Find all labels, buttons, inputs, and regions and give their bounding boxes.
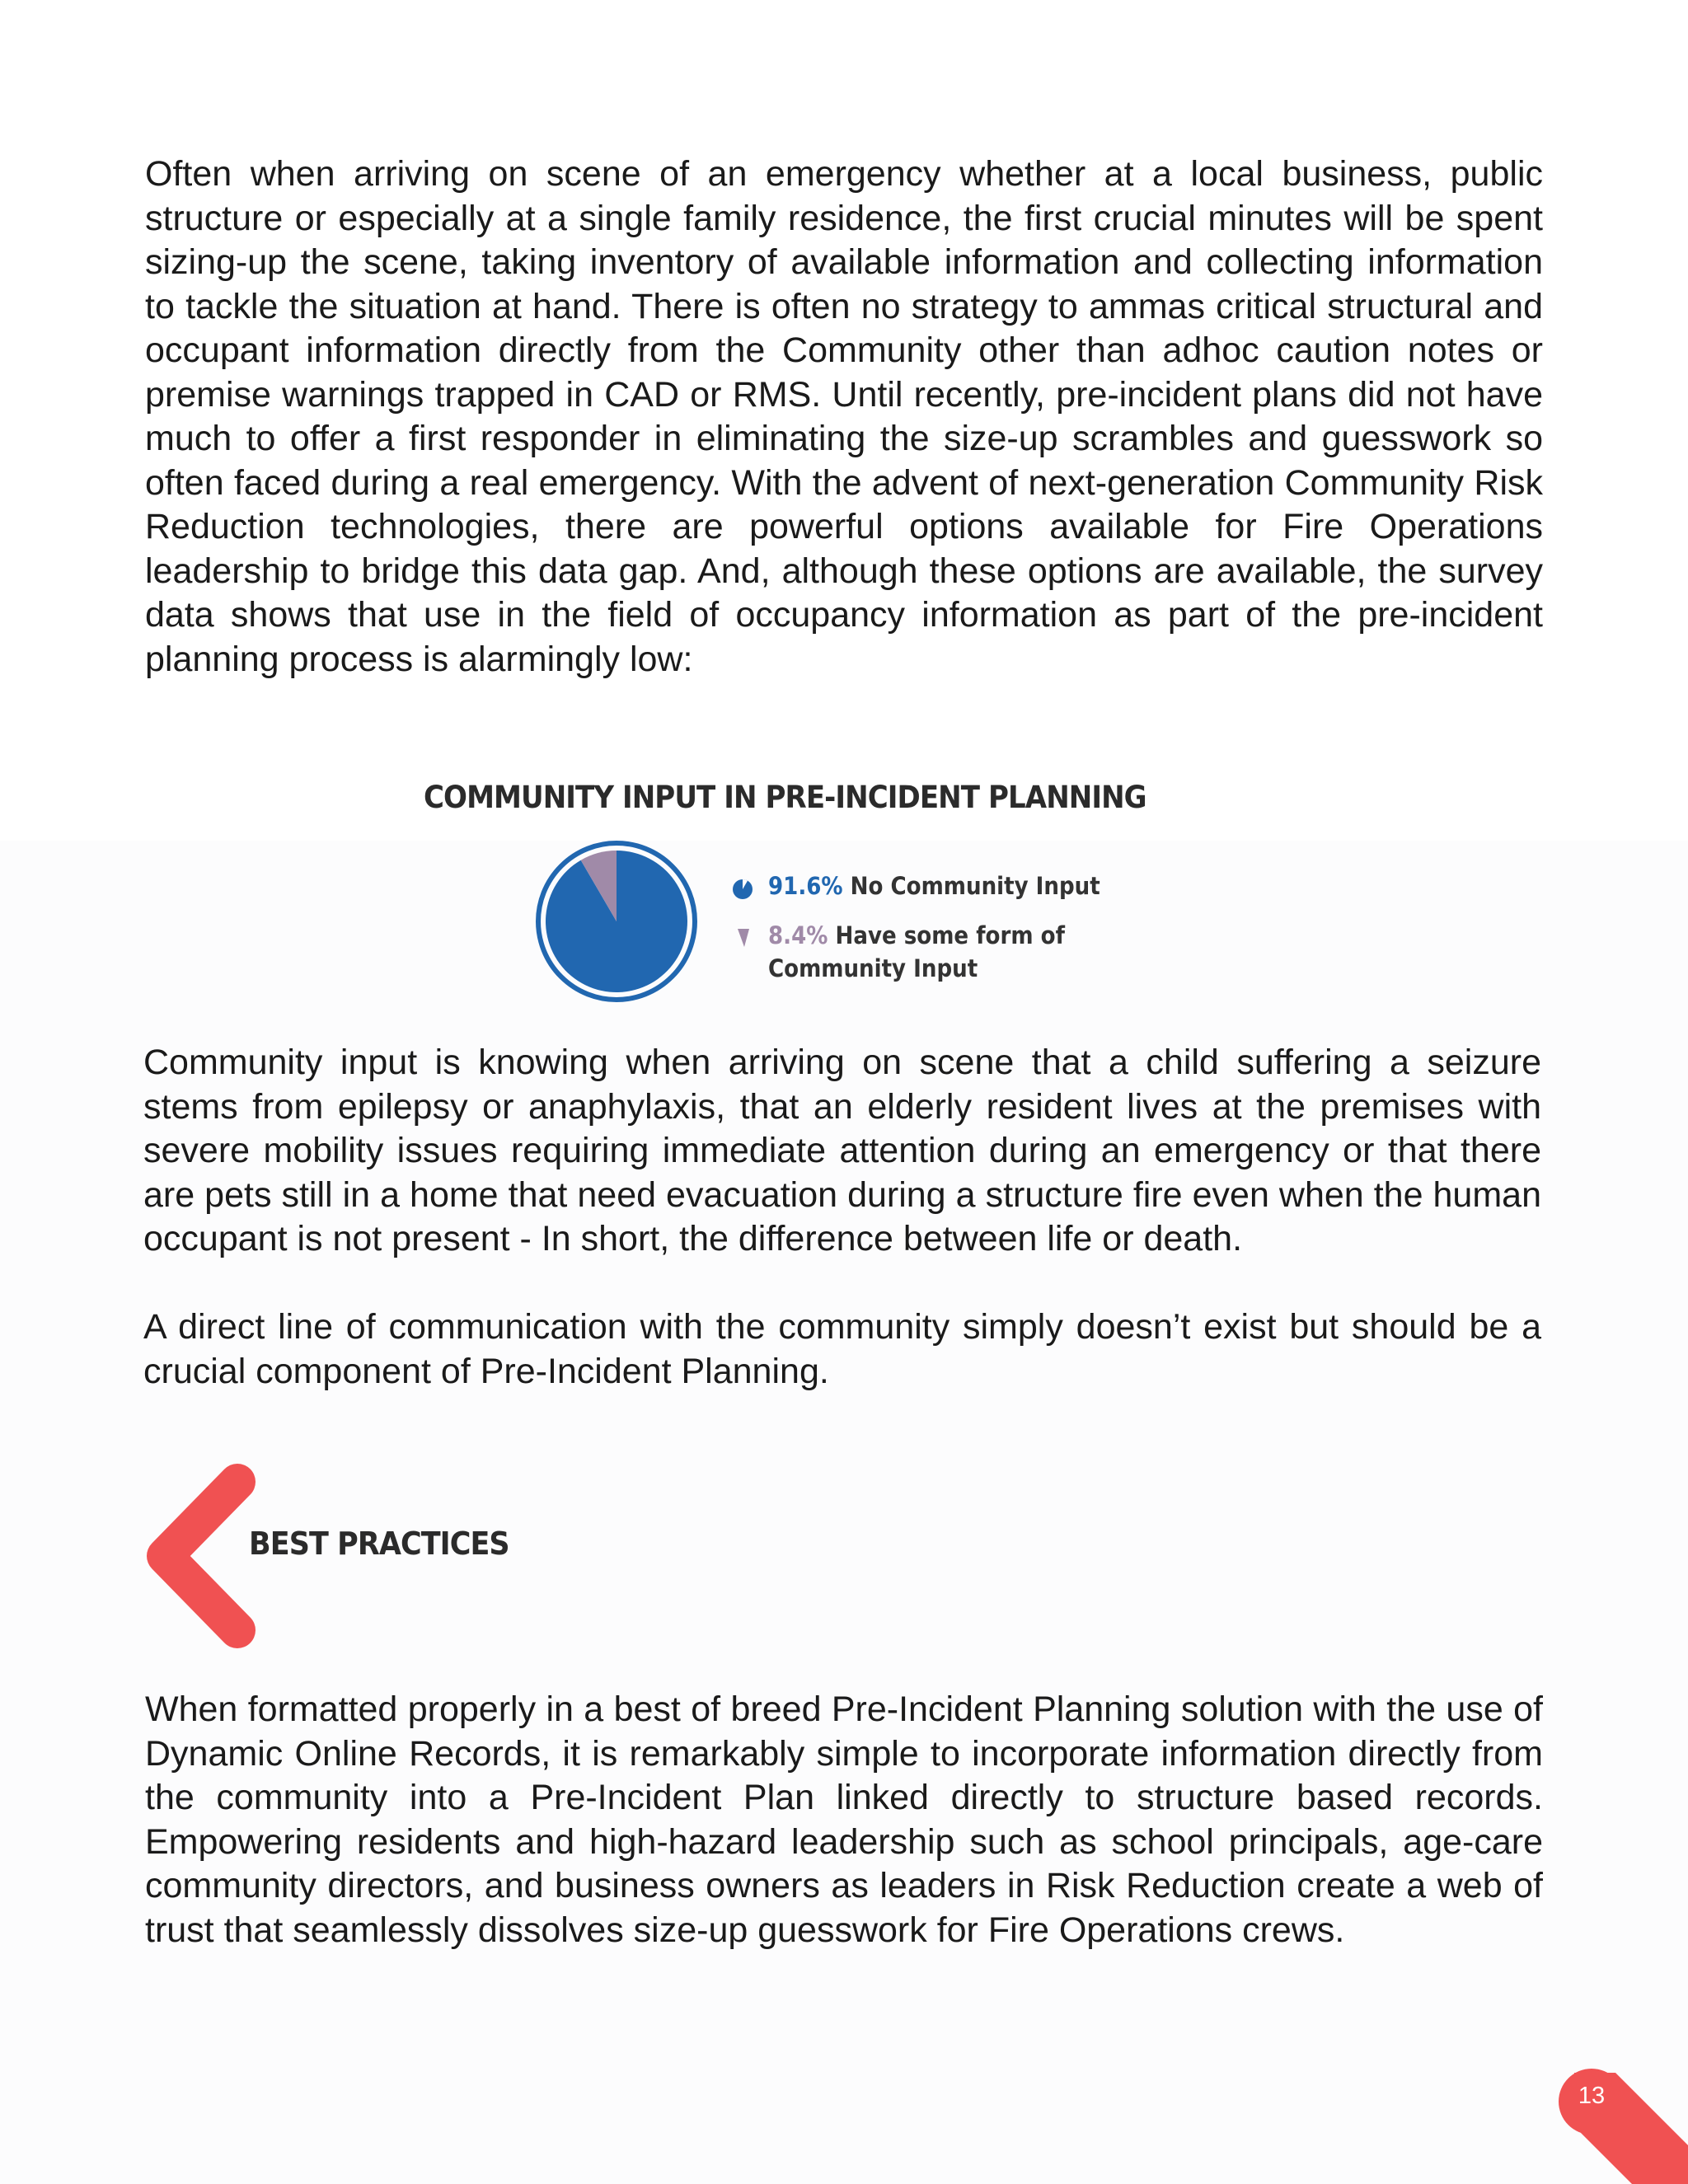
chart-title: COMMUNITY INPUT IN PRE-INCIDENT PLANNING bbox=[424, 780, 1146, 815]
legend-value: 91.6% bbox=[768, 872, 843, 900]
legend-label: No Community Input bbox=[850, 872, 1100, 900]
legend-slice-icon-mauve bbox=[736, 927, 751, 949]
legend-label-line2: Community Input bbox=[768, 954, 978, 982]
legend-item-some-input bbox=[768, 919, 1065, 985]
best-practices-heading: BEST PRACTICES bbox=[249, 1526, 509, 1562]
page-number-tab bbox=[1550, 2036, 1688, 2184]
legend-item-no-input bbox=[768, 869, 1100, 902]
legend-label-line1: Have some form of bbox=[835, 921, 1065, 949]
legend-value: 8.4% bbox=[768, 921, 828, 949]
direct-line-paragraph: A direct line of communication with the community simply doesn’t exist but should be a crucial component of Pre-Incident Planning. bbox=[143, 1307, 1541, 1391]
best-practices-paragraph: When formatted properly in a best of breed Pre-Incident Planning solution with the use of Dynamic Online Records, it is remarkably simple to incorporate information directly from the community into a Pre-Incident Plan linked directly to structure based records. Empowering residents and high-hazard leadership such as school principals, age-care community directors, and business owners as leaders in Risk Reduction create a web of trust that seamlessly dissolves size-up guesswork for Fire Operations crews. bbox=[145, 1690, 1543, 1950]
page-number: 13 bbox=[1578, 2083, 1606, 2109]
chevron-left-icon bbox=[140, 1457, 264, 1655]
intro-paragraph: Often when arriving on scene of an emergency whether at a local business, public structure or especially at a single family residence, the first crucial minutes will be spent sizing-up the scene, taking inventory of available information and collecting information to tackle the situation at hand. There is often no strategy to ammas critical structural and occupant information directly from the Community other than adhoc caution notes or premise warnings trapped in CAD or RMS. Until recently, pre-incident plans did not have much to offer a first responder in eliminating the size-up scrambles and guesswork so often faced during a real emergency. With the advent of next-generation Community Risk Reduction technologies, there are powerful options available for Fire Operations leadership to bridge this data gap. And, although these options are available, the survey data shows that use in the field of occupancy information as part of the pre-incident planning process is alarmingly low: bbox=[145, 154, 1543, 679]
legend-pie-icon-blue bbox=[732, 879, 753, 900]
community-input-paragraph: Community input is knowing when arriving on scene that a child suffering a seizure stems from epilepsy or anaphylaxis, that an elderly resident lives at the premises with severe mobility issues requiring immediate attention during an emergency or that there are pets still in a home that need evacuation during a structure fire even when the human occupant is not present - In short, the difference between life or death. bbox=[143, 1043, 1541, 1258]
pie-chart bbox=[534, 839, 699, 1004]
